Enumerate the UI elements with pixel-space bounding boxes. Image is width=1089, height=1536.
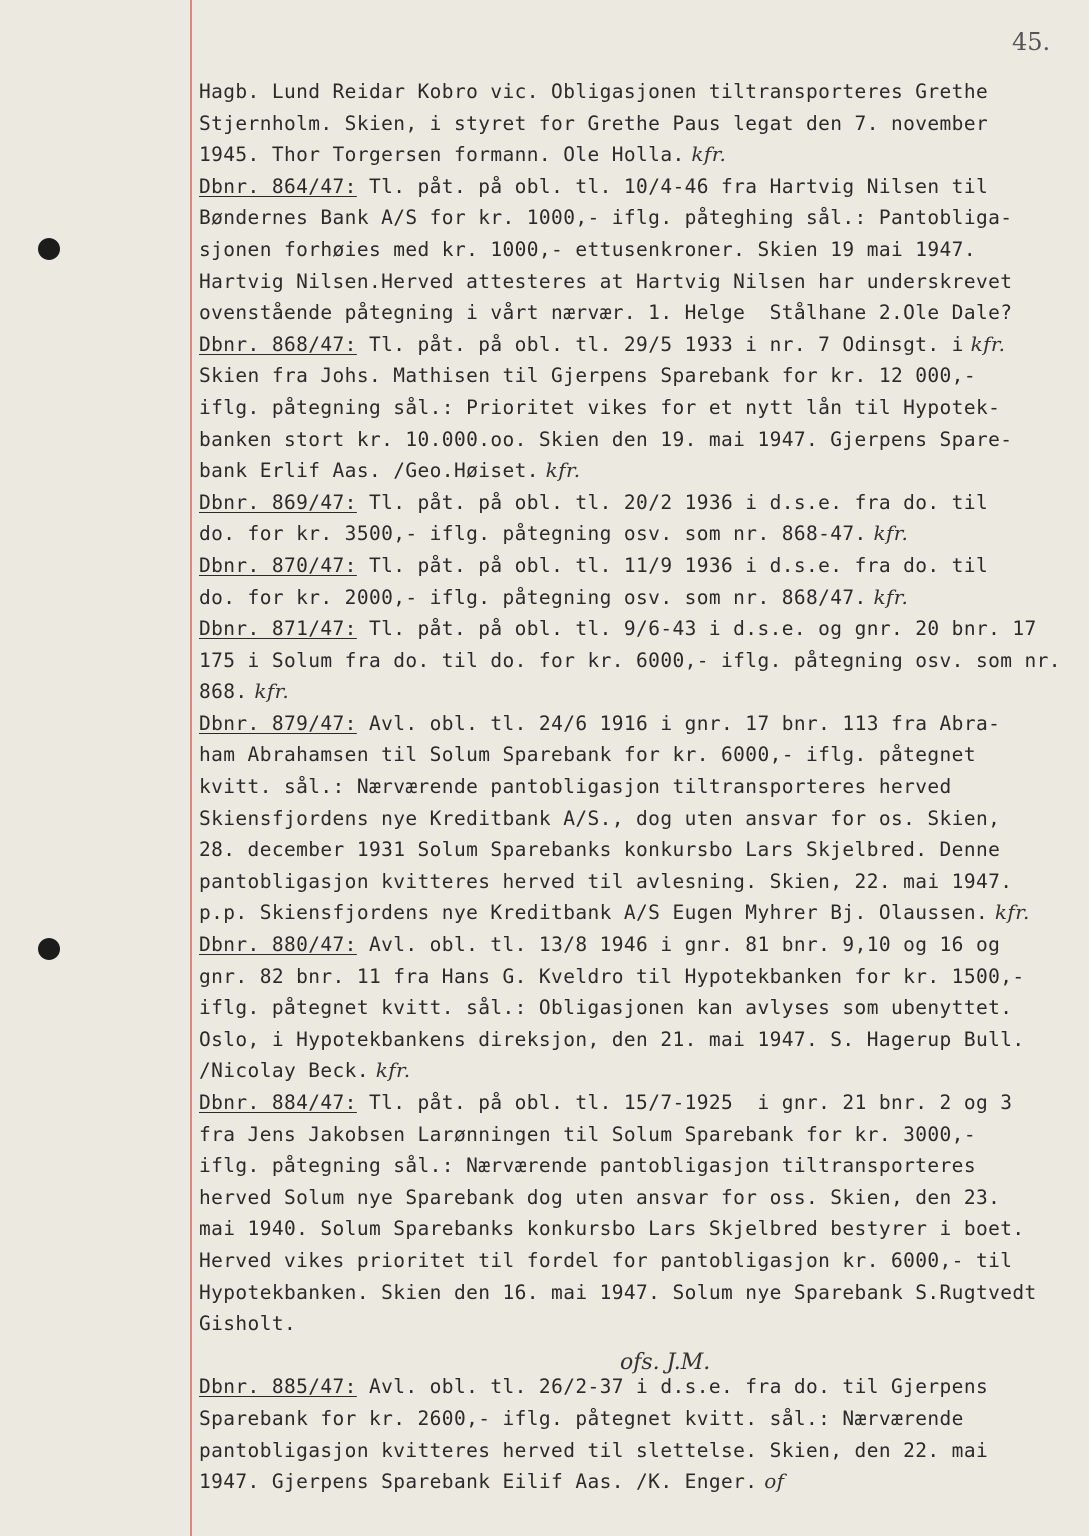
text-line <box>199 108 1079 140</box>
text-line <box>199 297 1079 329</box>
text-line <box>199 834 1079 866</box>
line-text: Avl. obl. tl. 26/2-37 i d.s.e. fra do. til Gjerpens <box>356 1375 989 1399</box>
handwritten-mark: kfr. <box>538 458 581 483</box>
line-text: Herved vikes prioritet til fordel for pantobligasjon kr. 6000,- til <box>199 1248 1013 1272</box>
line-text: iflg. påtegnet kvitt. sål.: Obligasjonen kan avlyses som ubenyttet. <box>199 996 1013 1020</box>
text-line <box>199 1087 1079 1119</box>
text-line <box>199 1435 1079 1467</box>
line-text: Hagb. Lund Reidar Kobro vic. Obligasjonen tiltransporteres Grethe <box>199 80 989 103</box>
line-text: 28. december 1931 Solum Sparebanks konkursbo Lars Skjelbred. Denne <box>199 838 1001 862</box>
line-text: Hypotekbanken. Skien den 16. mai 1947. Solum nye Sparebank S.Rugtvedt <box>199 1280 1037 1304</box>
text-line <box>199 424 1079 456</box>
text-line <box>199 234 1079 266</box>
entry-reference: Dbnr. 879/47: <box>199 711 357 735</box>
line-text: Avl. obl. tl. 24/6 1916 i gnr. 17 bnr. 113 fra Abra- <box>356 711 1001 735</box>
line-text: gnr. 82 bnr. 11 fra Hans G. Kveldro til Hypotekbanken for kr. 1500,- <box>199 964 1025 988</box>
line-text: kvitt. sål.: Nærværende pantobligasjon tiltransporteres herved <box>199 775 952 799</box>
line-text: Skien fra Johs. Mathisen til Gjerpens Sparebank for kr. 12 000,- <box>199 364 976 388</box>
text-line <box>199 202 1079 234</box>
line-text: Tl. påt. på obl. tl. 9/6-43 i d.s.e. og gnr. 20 bnr. 17 <box>356 617 1037 641</box>
text-line <box>199 1150 1079 1182</box>
text-line <box>199 1055 1079 1087</box>
text-line <box>199 992 1079 1024</box>
line-text: herved Solum nye Sparebank dog uten ansvar for oss. Skien, den 23. <box>199 1185 1001 1209</box>
page-number: 45. <box>1012 28 1051 56</box>
line-text: Hartvig Nilsen.Herved attesteres at Hartvig Nilsen har underskrevet <box>199 269 1013 293</box>
line-text: Avl. obl. tl. 13/8 1946 i gnr. 81 bnr. 9,10 og 16 og <box>356 933 1001 957</box>
line-text: p.p. Skiensfjordens nye Kreditbank A/S Eugen Myhrer Bj. Olaussen. <box>199 901 989 925</box>
punch-hole <box>38 238 60 260</box>
line-text: 1947. Gjerpens Sparebank Eilif Aas. /K. Enger. <box>199 1470 758 1494</box>
line-text: Skiensfjordens nye Kreditbank A/S., dog uten ansvar for os. Skien, <box>199 806 1001 830</box>
line-text: pantobligasjon kvitteres herved til slettelse. Skien, den 22. mai <box>199 1438 989 1462</box>
entry-reference: Dbnr. 870/47: <box>199 553 357 577</box>
handwritten-mark: kfr. <box>684 142 727 167</box>
line-text: Tl. påt. på obl. tl. 11/9 1936 i d.s.e. fra do. til <box>356 553 989 577</box>
text-line <box>199 1213 1079 1245</box>
text-line <box>199 897 1079 929</box>
text-line <box>199 1466 1079 1498</box>
text-line <box>199 550 1079 582</box>
text-line <box>199 613 1079 645</box>
handwritten-mark: kfr. <box>247 679 290 704</box>
handwritten-signature: ofs. J.M. <box>620 1350 711 1375</box>
text-line <box>199 171 1079 203</box>
line-text: pantobligasjon kvitteres herved til avlesning. Skien, 22. mai 1947. <box>199 869 1013 893</box>
text-line <box>199 961 1079 993</box>
line-text: 1945. Thor Torgersen formann. Ole Holla. <box>199 143 685 167</box>
punch-hole <box>38 938 60 960</box>
line-text: do. for kr. 2000,- iflg. påtegning osv. som nr. 868/47. <box>199 585 867 609</box>
entry-reference: Dbnr. 869/47: <box>199 490 357 514</box>
text-line <box>199 739 1079 771</box>
text-line <box>199 803 1079 835</box>
line-text: ham Abrahamsen til Solum Sparebank for kr. 6000,- iflg. påtegnet <box>199 743 976 767</box>
line-text: Tl. påt. på obl. tl. 29/5 1933 i nr. 7 Odinsgt. i <box>356 332 964 356</box>
text-line <box>199 1308 1079 1340</box>
line-text: Sparebank for kr. 2600,- iflg. påtegnet kvitt. sål.: Nærværende <box>199 1406 964 1430</box>
text-line <box>199 645 1079 677</box>
line-text: banken stort kr. 10.000.oo. Skien den 19. mai 1947. Gjerpens Spare- <box>199 427 1013 451</box>
line-text: Tl. påt. på obl. tl. 10/4-46 fra Hartvig Nilsen til <box>356 174 989 198</box>
text-line <box>199 929 1079 961</box>
text-line <box>199 1245 1079 1277</box>
line-text: Gisholt. <box>199 1312 297 1336</box>
line-text: Oslo, i Hypotekbankens direksjon, den 21. mai 1947. S. Hagerup Bull. <box>199 1027 1025 1051</box>
text-line <box>199 1119 1079 1151</box>
text-line <box>199 708 1079 740</box>
entry-reference: Dbnr. 871/47: <box>199 617 357 641</box>
entry-reference: Dbnr. 864/47: <box>199 174 357 198</box>
text-line <box>199 392 1079 424</box>
text-line <box>199 266 1079 298</box>
text-line <box>199 1371 1079 1403</box>
handwritten-mark: kfr. <box>988 900 1030 925</box>
line-text: Stjernholm. Skien, i styret for Grethe Paus legat den 7. november <box>199 111 989 135</box>
text-line <box>199 1403 1079 1435</box>
line-text: iflg. påtegning sål.: Nærværende pantobligasjon tiltransporteres <box>199 1154 976 1178</box>
line-text: mai 1940. Solum Sparebanks konkursbo Lars Skjelbred bestyrer i boet. <box>199 1217 1025 1241</box>
document-body <box>199 76 1079 1498</box>
text-line <box>199 1182 1079 1214</box>
handwritten-mark: of <box>757 1469 785 1494</box>
margin-line <box>190 0 192 1536</box>
text-line <box>199 866 1079 898</box>
entry-reference: Dbnr. 884/47: <box>199 1091 357 1114</box>
line-text: /Nicolay Beck. <box>199 1059 369 1083</box>
handwritten-mark: kfr. <box>368 1058 411 1083</box>
line-text: Tl. påt. på obl. tl. 20/2 1936 i d.s.e. fra do. til <box>356 490 989 514</box>
text-line <box>199 360 1079 392</box>
text-line <box>199 1024 1079 1056</box>
text-line <box>199 329 1079 361</box>
text-line <box>199 676 1079 708</box>
text-line <box>199 1277 1079 1309</box>
text-line <box>199 487 1079 519</box>
handwritten-mark: kfr. <box>963 331 1006 356</box>
line-text: do. for kr. 3500,- iflg. påtegning osv. som nr. 868-47. <box>199 522 867 546</box>
text-line <box>199 455 1079 487</box>
line-text: 868. <box>199 680 248 704</box>
text-line <box>199 518 1079 550</box>
line-text: 175 i Solum fra do. til do. for kr. 6000,- iflg. påtegning osv. som nr. <box>199 648 1061 672</box>
line-text: fra Jens Jakobsen Larønningen til Solum Sparebank for kr. 3000,- <box>199 1122 976 1146</box>
text-line <box>199 771 1079 803</box>
line-text: Tl. påt. på obl. tl. 15/7-1925 i gnr. 21 bnr. 2 og 3 <box>356 1091 1013 1114</box>
handwritten-mark: kfr. <box>866 584 909 609</box>
line-text: sjonen forhøies med kr. 1000,- ettusenkroner. Skien 19 mai 1947. <box>199 237 976 261</box>
line-text: iflg. påtegning sål.: Prioritet vikes for et nytt lån til Hypotek- <box>199 395 1001 419</box>
text-line <box>199 139 1079 171</box>
text-line <box>199 76 1079 108</box>
line-text: Bøndernes Bank A/S for kr. 1000,- iflg. påteghing sål.: Pantobliga- <box>199 206 1013 230</box>
line-text: ovenstående påtegning i vårt nærvær. 1. Helge Stålhane 2.Ole Dale? <box>199 301 1013 325</box>
text-line <box>199 582 1079 614</box>
entry-reference: Dbnr. 885/47: <box>199 1375 357 1399</box>
entry-reference: Dbnr. 868/47: <box>199 332 357 356</box>
line-text: bank Erlif Aas. /Geo.Høiset. <box>199 459 539 483</box>
handwritten-mark: kfr. <box>866 521 909 546</box>
entry-reference: Dbnr. 880/47: <box>199 933 357 957</box>
